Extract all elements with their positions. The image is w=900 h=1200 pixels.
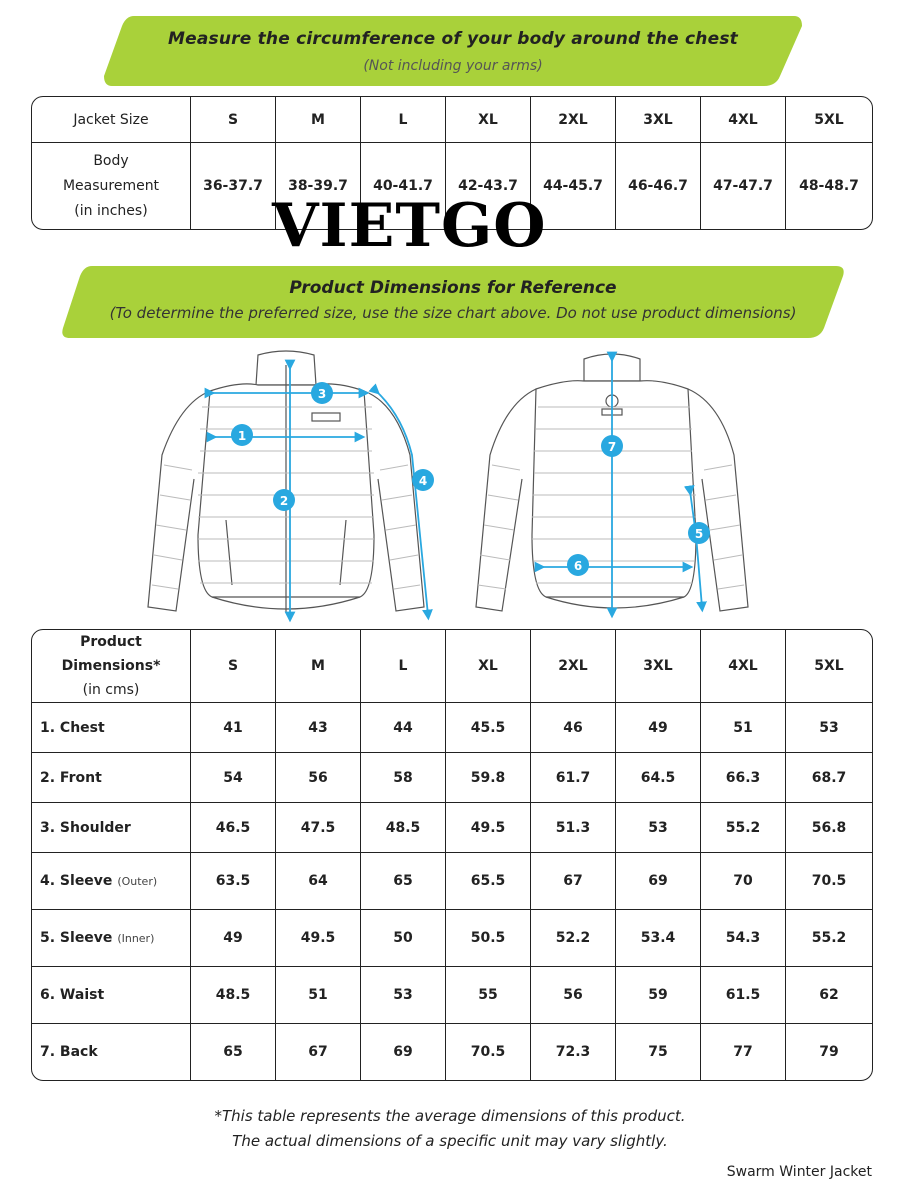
banner-title: Measure the circumference of your body around the chest [168, 29, 738, 49]
size-header: M [276, 97, 361, 143]
row-label-text: 6. Waist [40, 987, 105, 1003]
value-cell: 79 [819, 1044, 839, 1060]
table-row [32, 1024, 872, 1080]
banner-title: Product Dimensions for Reference [289, 278, 617, 298]
jacket-diagram [140, 345, 760, 625]
value-cell: 68.7 [786, 753, 872, 803]
value-cell: 65 [191, 1024, 276, 1080]
measurement-cell: 46-46.7 [616, 143, 701, 229]
value-cell: 56.8 [786, 803, 872, 853]
chest-measure-banner [104, 16, 802, 86]
value-cell: 49.5 [446, 803, 531, 853]
row-label-text: 7. Back [40, 1044, 98, 1060]
value-cell: 56 [276, 753, 361, 803]
value-cell: 77 [701, 1024, 786, 1080]
value-cell: 51 [276, 967, 361, 1024]
row-label [32, 967, 191, 1024]
size-header: 5XL [786, 630, 872, 703]
value-cell: 56 [531, 967, 616, 1024]
value-cell: 45.5 [446, 703, 531, 753]
marker-7-label: 7 [607, 440, 617, 454]
value-cell: 64.5 [616, 753, 701, 803]
row-label [32, 703, 191, 753]
value-cell: 64 [276, 853, 361, 910]
measurement-cell: 44-45.7 [531, 143, 616, 229]
row-label [32, 753, 191, 803]
value-cell: 50 [361, 910, 446, 967]
size-header: L [361, 630, 446, 703]
value-cell: 67 [531, 853, 616, 910]
value-cell: 61.5 [701, 967, 786, 1024]
product-dimensions-header [32, 630, 191, 703]
value-cell: 59.8 [446, 753, 531, 803]
value-cell: 55.2 [786, 910, 872, 967]
value-cell: 59 [616, 967, 701, 1024]
row-label-text: 5. Sleeve [40, 930, 113, 946]
row-label [32, 1024, 191, 1080]
product-name: Swarm Winter Jacket [726, 1164, 872, 1180]
size-header: XL [446, 97, 531, 143]
table-row [32, 703, 872, 753]
marker-5-label: 5 [694, 527, 704, 541]
size-header: 2XL [531, 97, 616, 143]
value-cell: 43 [276, 703, 361, 753]
value-cell: 58 [361, 753, 446, 803]
value-cell: 70 [701, 853, 786, 910]
measurement-cell: 40-41.7 [361, 143, 446, 229]
row-label [32, 803, 191, 853]
value-cell: 41 [191, 703, 276, 753]
measurement-cell: 38-39.7 [276, 143, 361, 229]
row-label-text: 4. Sleeve [40, 873, 113, 889]
table-row [32, 853, 872, 910]
size-header: M [276, 630, 361, 703]
value-cell: 53 [786, 703, 872, 753]
value-cell: 50.5 [446, 910, 531, 967]
body-measurement-label [32, 143, 191, 229]
table-row [32, 753, 872, 803]
size-header: 3XL [616, 630, 701, 703]
banner-background [60, 266, 846, 338]
banner-background [104, 16, 802, 86]
value-cell: 70.5 [446, 1024, 531, 1080]
marker-2-label: 2 [279, 494, 289, 508]
table-row [32, 967, 872, 1024]
value-cell: 51 [701, 703, 786, 753]
marker-4-label: 4 [418, 474, 428, 488]
value-cell: 49 [616, 703, 701, 753]
value-cell: 66.3 [701, 753, 786, 803]
size-header: S [191, 97, 276, 143]
value-cell: 72.3 [531, 1024, 616, 1080]
label-line: (in inches) [74, 202, 148, 219]
banner-subtitle: (Not including your arms) [363, 58, 543, 74]
size-header: XL [446, 630, 531, 703]
value-cell: 44 [361, 703, 446, 753]
label-line: Measurement [62, 177, 160, 194]
size-header: 3XL [616, 97, 701, 143]
value-cell: 54 [191, 753, 276, 803]
value-cell: 49 [191, 910, 276, 967]
value-cell: 61.7 [531, 753, 616, 803]
value-cell: 70.5 [786, 853, 872, 910]
footnote-line-1: *This table represents the average dimensions of this product. [214, 1107, 686, 1125]
value-cell: 48.5 [191, 967, 276, 1024]
row-label-text: 2. Front [40, 769, 102, 786]
label-line: Body [93, 152, 129, 169]
value-cell: 75 [616, 1024, 701, 1080]
header-units: (in cms) [82, 682, 140, 698]
row-label-text: 3. Shoulder [40, 819, 131, 836]
value-cell: 53 [361, 967, 446, 1024]
row-label [32, 853, 191, 910]
value-cell: 55.2 [701, 803, 786, 853]
size-header: S [191, 630, 276, 703]
product-dimensions-table [31, 629, 873, 1081]
marker-3-label: 3 [317, 387, 327, 401]
value-cell: 47.5 [276, 803, 361, 853]
jacket-front-illustration [148, 351, 424, 613]
table-row [32, 803, 872, 853]
measurement-cell: 48-48.7 [799, 178, 859, 194]
size-header: L [361, 97, 446, 143]
size-header: 5XL [786, 97, 872, 143]
size-header: 4XL [701, 630, 786, 703]
value-cell: 49.5 [276, 910, 361, 967]
size-header: 2XL [531, 630, 616, 703]
value-cell: 52.2 [531, 910, 616, 967]
measurement-cell: 42-43.7 [446, 143, 531, 229]
banner-subtitle: (To determine the preferred size, use the size chart above. Do not use product dimensions) [109, 304, 797, 322]
value-cell: 69 [616, 853, 701, 910]
header-line: Product Dimensions* [61, 634, 161, 674]
value-cell: 46.5 [191, 803, 276, 853]
size-header: 4XL [701, 97, 786, 143]
footnote-line-2: The actual dimensions of a specific unit may vary slightly. [232, 1132, 668, 1150]
table-row [32, 910, 872, 967]
row-label-text: 1. Chest [40, 719, 105, 736]
value-cell: 65.5 [446, 853, 531, 910]
measurement-cell: 36-37.7 [191, 143, 276, 229]
row-label-note: (Inner) [117, 932, 155, 945]
value-cell: 46 [531, 703, 616, 753]
marker-1-label: 1 [237, 429, 247, 443]
value-cell: 54.3 [701, 910, 786, 967]
row-label-note: (Outer) [117, 875, 158, 888]
measurement-cell: 47-47.7 [701, 143, 786, 229]
value-cell: 62 [786, 967, 872, 1024]
value-cell: 48.5 [361, 803, 446, 853]
value-cell: 63.5 [191, 853, 276, 910]
value-cell: 67 [276, 1024, 361, 1080]
value-cell: 65 [361, 853, 446, 910]
marker-6-label: 6 [573, 559, 583, 573]
value-cell: 53.4 [616, 910, 701, 967]
product-dimensions-banner [60, 266, 846, 338]
value-cell: 51.3 [531, 803, 616, 853]
jacket-size-header: Jacket Size [32, 97, 191, 143]
value-cell: 53 [616, 803, 701, 853]
value-cell: 55 [446, 967, 531, 1024]
row-label [32, 910, 191, 967]
vietgo-watermark: VIETGO [272, 191, 547, 261]
value-cell: 69 [361, 1024, 446, 1080]
